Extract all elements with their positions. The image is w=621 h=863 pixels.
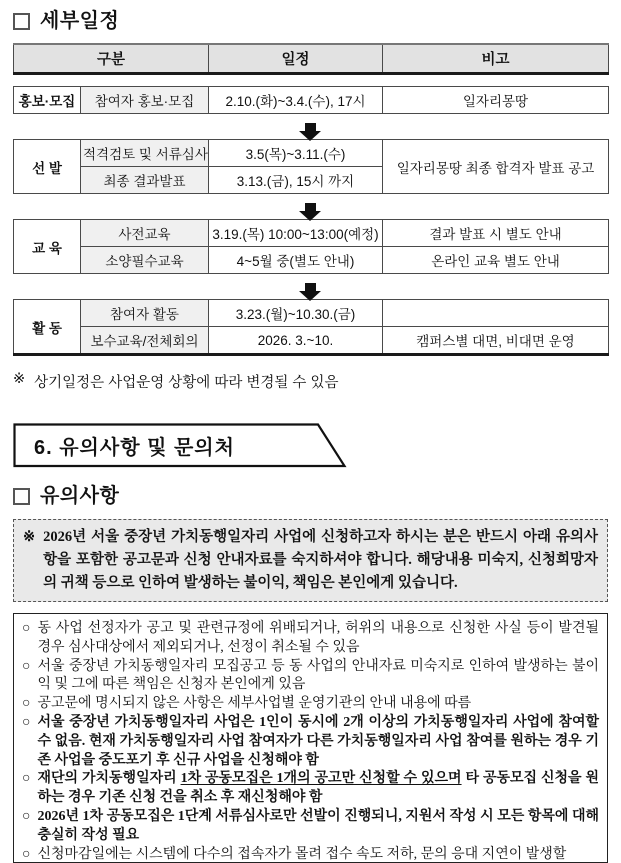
item-cell: 최종 결과발표 [81,167,209,194]
item-cell: 적격검토 및 서류심사 [81,140,209,167]
note-item-text: 서울 중장년 가치동행일자리 사업은 1인이 동시에 2개 이상의 가치동행일자리 사업에 참여할 수 없음. 현재 가치동행일자리 사업 참여자가 다른 가치동행일자리 사업 참여를 원하는 경우 기존 사업을 중도포기 후 신규 사업을 신청해야 함 [37,714,599,768]
remark-cell: 일자리몽땅 최종 합격자 발표 공고 [383,140,609,194]
header-cell-category: 구분 [14,44,209,74]
item-cell: 사전교육 [81,220,209,247]
date-cell: 4~5월 중(별도 안내) [209,247,383,274]
item-cell: 참여자 활동 [81,300,209,327]
note-item-text: 신청마감일에는 시스템에 다수의 접속자가 몰려 접수 속도 저하, 문의 응대 지연이 발생할 [37,846,567,862]
down-arrow-icon [305,203,316,211]
table-row [14,140,609,167]
note-item-text: 공고문에 명시되지 않은 사항은 세부사업별 운영기관의 안내 내용에 따름 [37,696,472,712]
flow-arrow [13,274,608,299]
date-cell: 3.19.(목) 10:00~13:00(예정) [209,220,383,247]
note-item [22,658,599,696]
note-text-underlined: 1차 공동모집은 1개의 공고만 신청할 수 있으며 [180,771,462,787]
item-cell: 소양필수교육 [81,247,209,274]
item-cell: 참여자 홍보·모집 [81,87,209,114]
circle-bullet-icon: ○ [22,846,31,862]
down-arrow-icon [305,283,316,291]
note-item [22,695,599,714]
schedule-section-recruit [13,86,609,114]
note-text-part: 재단의 가치동행일자리 [37,771,181,787]
note-text-part: 타 공동모집 신청을 원하는 경우 기존 신청 건을 취소 후 재신청해야 함 [37,771,599,806]
flow-arrow [13,114,608,139]
date-cell: 2026. 3.~10. [209,327,383,355]
notice-heading [13,483,608,509]
flow-arrow [13,194,608,219]
circle-bullet-icon: ○ [22,771,31,787]
circle-bullet-icon: ○ [22,714,31,730]
note-item-text: 동 사업 선정자가 공고 및 관련규정에 위배되거나, 허위의 내용으로 신청한 사실 등이 발견될 경우 심사대상에서 제외되거나, 선정이 취소될 수 있음 [37,621,599,655]
schedule-section-education [13,219,609,274]
note-item-text: 서울 중장년 가치동행일자리 모집공고 등 동 사업의 안내자료 미숙지로 인하여 발생하는 불이익 및 그에 따른 책임은 신청자 본인에게 있음 [37,658,599,693]
schedule-table-header [13,43,609,75]
note-item [22,714,599,770]
reference-mark: ※ [23,529,36,545]
notes-box [13,613,608,863]
square-bullet-icon [13,488,30,505]
remark-cell: 일자리몽땅 [383,87,609,114]
item-cell: 보수교육/전체회의 [81,327,209,355]
square-bullet-icon [13,13,30,30]
phase-cell: 홍보·모집 [14,87,81,114]
note-item-text: 2026년 1차 공동모집은 1단계 서류심사로만 선발이 진행되니, 지원서 작성 시 모든 항목에 대해 충실히 작성 필요 [37,808,599,843]
phase-cell: 교 육 [14,220,81,274]
remark-cell [383,300,609,327]
circle-bullet-icon: ○ [22,696,31,712]
table-row [14,220,609,247]
notice-intro-box [13,519,608,602]
note-item [22,846,599,863]
schedule-heading [13,8,608,34]
circle-bullet-icon: ○ [22,621,31,636]
schedule-section-selection [13,139,609,194]
date-cell: 3.5(목)~3.11.(수) [209,140,383,167]
schedule-footnote [13,371,608,392]
date-cell: 3.13.(금), 15시 까지 [209,167,383,194]
table-row [14,300,609,327]
section-banner [13,423,358,468]
table-row [14,247,609,274]
date-cell: 2.10.(화)~3.4.(수), 17시 [209,87,383,114]
notes-list [22,620,599,863]
down-arrow-icon [305,123,316,131]
table-row [14,327,609,355]
header-cell-remark: 비고 [383,44,609,74]
phase-cell: 선 발 [14,140,81,194]
header-cell-date: 일정 [209,44,383,74]
reference-mark: ※ [13,371,26,387]
schedule-footnote-text: 상기일정은 사업운영 상황에 따라 변경될 수 있음 [34,375,339,391]
table-row [14,87,609,114]
schedule-heading-label: 세부일정 [40,10,120,32]
banner-title: 6. 유의사항 및 문의처 [34,437,235,459]
note-item [22,770,599,808]
circle-bullet-icon: ○ [22,658,31,674]
phase-cell: 활 동 [14,300,81,355]
remark-cell: 캠퍼스별 대면, 비대면 운영 [383,327,609,355]
remark-cell: 온라인 교육 별도 안내 [383,247,609,274]
date-cell: 3.23.(월)~10.30.(금) [209,300,383,327]
notice-heading-label: 유의사항 [40,485,120,507]
circle-bullet-icon: ○ [22,808,31,824]
schedule-section-activity [13,299,609,356]
notice-intro-text: 2026년 서울 중장년 가치동행일자리 사업에 신청하고자 하시는 분은 반드시 아래 유의사항을 포함한 공고문과 신청 안내자료를 숙지하셔야 합니다. 해당내용 미숙지, 신청희망자의 귀책 등으로 인하여 발생하는 불이익, 책임은 본인에게 있습니다. [43,529,598,591]
remark-cell: 결과 발표 시 별도 안내 [383,220,609,247]
note-item-text [37,770,599,808]
note-item [22,620,599,658]
